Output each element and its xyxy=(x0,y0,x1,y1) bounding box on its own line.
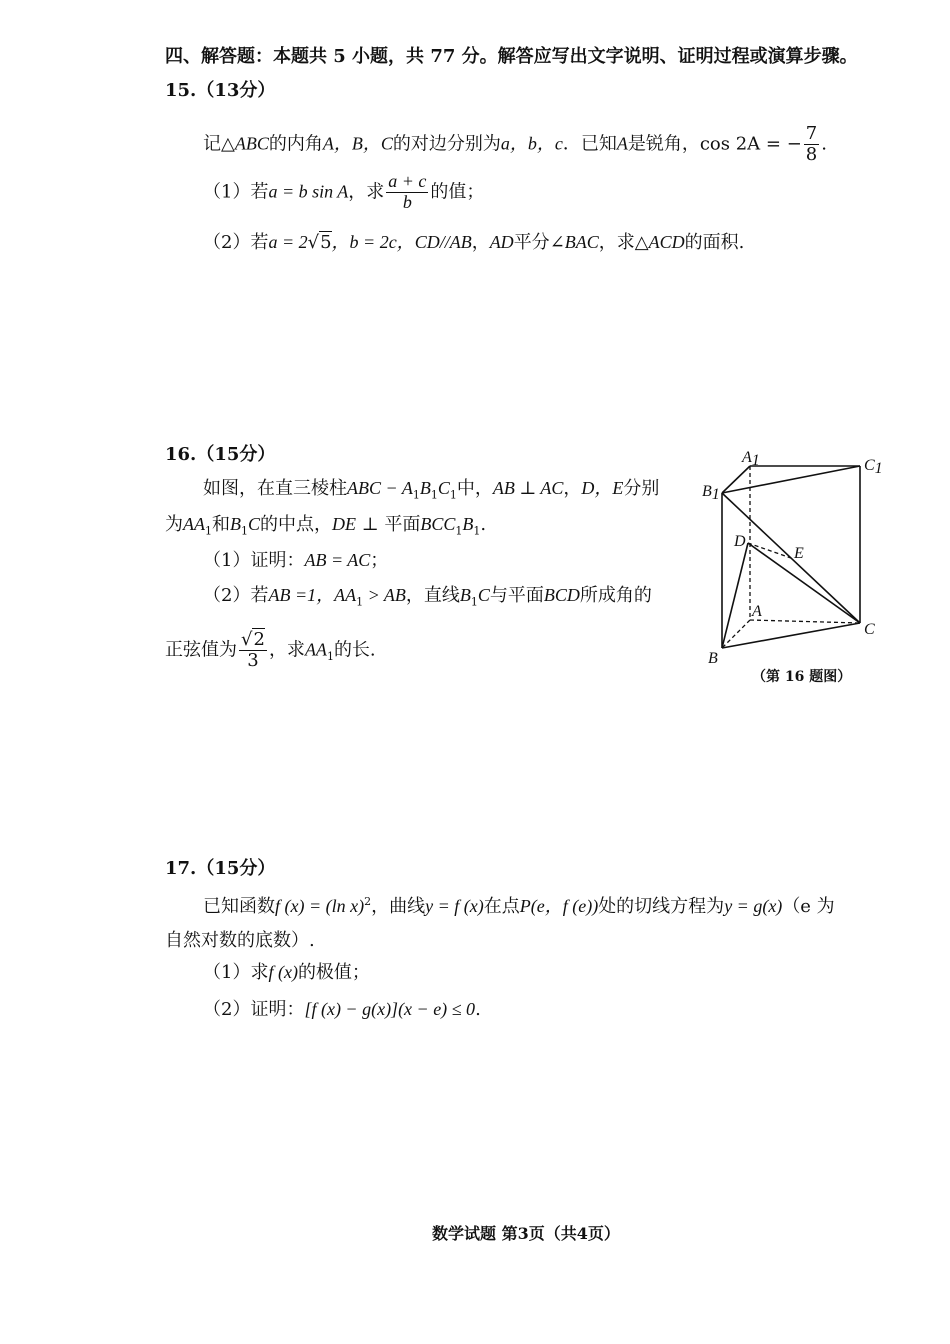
q16-text: 与平面 xyxy=(489,585,544,606)
q15-p2-text: 平分 xyxy=(513,232,550,253)
q17-text: 处的切线方程为 xyxy=(598,896,725,917)
q16-p2-b1c: C xyxy=(477,585,490,605)
q16-aa1: AA xyxy=(304,639,327,660)
q16-perp: AB ⊥ AC xyxy=(492,478,564,498)
q16-frac-den: 3 xyxy=(247,649,259,671)
q17-text: （e 为 xyxy=(782,896,835,917)
q15-p2-acd: ACD xyxy=(648,232,685,252)
q15-cos-expr: cos 2A = − xyxy=(699,133,802,155)
q17-tangent: y = g(x) xyxy=(724,896,783,916)
label-b: B xyxy=(708,650,718,667)
q15-angles: A，B，C xyxy=(322,133,393,154)
q15-number: 15.（13分） xyxy=(165,80,276,101)
label-e: E xyxy=(794,545,804,562)
figure-caption: （第 16 题图） xyxy=(752,669,852,685)
q17-part1 xyxy=(203,962,370,984)
q15-part2: （2）若a = 2√5，b = 2c，CD//AB，AD平分∠BAC，求△ACD的面积. xyxy=(203,232,745,253)
q16-sub: 1 xyxy=(241,524,248,538)
q16-sub: 1 xyxy=(430,488,438,502)
q15-stem-text: 记△ xyxy=(203,133,235,155)
label-c1: C1 xyxy=(864,457,883,477)
q16-text: . xyxy=(480,514,487,535)
segment-d-c xyxy=(748,543,860,623)
q17-p1-label: （1）求 xyxy=(203,962,269,983)
q16-plane: B xyxy=(462,514,474,534)
label-b1: B1 xyxy=(702,483,720,503)
q17-function: f (x) = (ln x) xyxy=(275,896,365,916)
q16-plane: BCC xyxy=(420,514,456,534)
q15-p1-fraction xyxy=(386,172,428,213)
q15-p1-end: 的值； xyxy=(430,181,485,203)
edge-a-c-hidden xyxy=(750,620,860,623)
q16-p2-ab: AB =1，AA xyxy=(268,585,357,605)
q16-text: 正弦值为 xyxy=(165,639,237,661)
q17-curve: y = f (x) xyxy=(425,896,484,916)
q16-sub: 1 xyxy=(205,524,212,538)
q15-frac-num: 7 xyxy=(805,123,818,144)
q16-line2 xyxy=(165,514,486,538)
q16-p1-expr: AB = AC xyxy=(304,550,371,570)
q15-fraction xyxy=(804,124,819,165)
q15-p1-label: （1）若 xyxy=(203,181,269,203)
q16-sub: 1 xyxy=(473,524,481,538)
q15-stem-text: 的对边分别为 xyxy=(392,133,501,155)
q16-prism: C xyxy=(437,478,450,498)
q15-p2-text: ， xyxy=(471,232,490,253)
q15-part1 xyxy=(203,172,484,213)
q16-text: 所成角的 xyxy=(579,585,652,606)
q17-p1-f: f (x) xyxy=(268,962,298,982)
q16-text: ⊥ 平面 xyxy=(356,514,421,535)
prism-figure xyxy=(700,448,900,673)
q16-text: 和 xyxy=(212,514,230,535)
q16-text: 的中点， xyxy=(260,514,333,535)
section-heading: 四、解答题：本题共 5 小题，共 77 分。解答应写出文字说明、证明过程或演算步骤。 xyxy=(165,46,858,67)
q16-prism: B xyxy=(419,478,431,498)
q17-p1-end: 的极值； xyxy=(297,962,370,983)
q16-part1 xyxy=(203,550,388,572)
q15-p1-frac-num: a + c xyxy=(388,171,427,191)
q16-p2-b1c: B xyxy=(459,585,471,605)
q16-sub: 1 xyxy=(356,595,364,609)
q16-p2-gt: > AB xyxy=(363,585,406,605)
q16-aa1: AA xyxy=(183,514,205,534)
q15-stem-text: 是锐角， xyxy=(627,133,700,155)
q17-point: P(e，f (e)) xyxy=(519,896,599,916)
q15-frac-den: 8 xyxy=(805,143,818,165)
q16-text: ，求 xyxy=(268,639,305,661)
q16-p1-end: ； xyxy=(370,550,389,571)
q16-number: 16.（15分） xyxy=(165,444,276,465)
q16-b1c: C xyxy=(248,514,261,534)
q16-p1-label: （1）证明： xyxy=(203,550,305,571)
q17-p2-label: （2）证明： xyxy=(203,999,305,1020)
q15-triangle: ABC xyxy=(234,133,269,154)
q17-p2-expr: [f (x) − g(x)](x − e) ≤ 0 xyxy=(304,999,476,1019)
q17-text: ，曲线 xyxy=(371,896,426,917)
q17-text: 在点 xyxy=(483,896,520,917)
q16-sub: 1 xyxy=(412,488,420,502)
label-c: C xyxy=(864,621,875,638)
q15-stem-end: . xyxy=(821,133,827,155)
q15-p2-sqrt: 5 xyxy=(320,232,332,253)
q15-p1-expr: a = b sin A xyxy=(268,181,349,202)
q15-p2-b: ，b = 2c， xyxy=(331,232,415,252)
segment-d-b xyxy=(722,543,748,648)
label-a: A xyxy=(752,603,762,620)
q15-p2-a: a = 2 xyxy=(268,232,308,252)
q15-p2-angle: ∠BAC xyxy=(549,232,599,252)
q16-b1c: B xyxy=(230,514,241,534)
q16-sub: 1 xyxy=(455,524,463,538)
q17-sup: 2 xyxy=(364,895,372,908)
q15-p1-text: ，求 xyxy=(348,181,385,203)
q16-de: DE xyxy=(332,514,357,534)
q17-p2-end: . xyxy=(475,999,481,1020)
q16-sub: 1 xyxy=(449,488,457,502)
q15-sides: a，b，c xyxy=(500,133,563,154)
label-a1: A1 xyxy=(742,449,760,469)
edge-b1-c1 xyxy=(722,466,860,493)
q17-text: 已知函数 xyxy=(203,896,275,917)
q16-line1 xyxy=(203,478,659,502)
q15-p1-frac-den: b xyxy=(402,191,412,212)
q16-text: ， xyxy=(563,478,582,499)
q17-part2 xyxy=(203,999,481,1021)
q15-p2-text: ，求△ xyxy=(598,232,649,253)
q16-text: 的长. xyxy=(333,639,376,661)
q15-p2-ad: AD xyxy=(489,232,514,252)
q16-text: 中， xyxy=(456,478,493,499)
q17-line2: 自然对数的底数）. xyxy=(165,930,315,951)
q16-text: ，直线 xyxy=(405,585,460,606)
q16-p2-bcd: BCD xyxy=(543,585,580,605)
q16-part2 xyxy=(203,585,652,609)
q16-fraction: $\frac{√2}{3}$ xyxy=(241,629,265,671)
q16-frac-num: 2 xyxy=(253,629,265,650)
q15-p2-cd: CD//AB xyxy=(414,232,472,252)
q17-line1 xyxy=(203,895,835,918)
q15-stem-text: ．已知 xyxy=(562,133,617,155)
q15-p2-label: （2）若 xyxy=(203,232,269,253)
q17-number: 17.（15分） xyxy=(165,858,276,879)
segment-d-e-hidden xyxy=(748,543,791,558)
q15-stem-text: 的内角 xyxy=(268,133,323,155)
q16-part2-cont xyxy=(165,630,376,671)
q16-text: 分别 xyxy=(623,478,660,499)
q15-angle-a: A xyxy=(616,133,628,154)
q16-text: 为 xyxy=(165,514,183,535)
q15-stem xyxy=(203,124,827,165)
q16-sub: 1 xyxy=(470,595,478,609)
page-footer: 数学试题 第3页（共4页） xyxy=(432,1224,620,1243)
q16-text: 如图，在直三棱柱 xyxy=(203,478,347,499)
label-d: D xyxy=(734,533,746,550)
q15-p2-end: 的面积. xyxy=(684,232,745,253)
q16-de: D，E xyxy=(581,478,624,498)
q16-prism: ABC − A xyxy=(347,478,413,498)
q16-sub: 1 xyxy=(326,649,334,663)
q16-p2-label: （2）若 xyxy=(203,585,269,606)
